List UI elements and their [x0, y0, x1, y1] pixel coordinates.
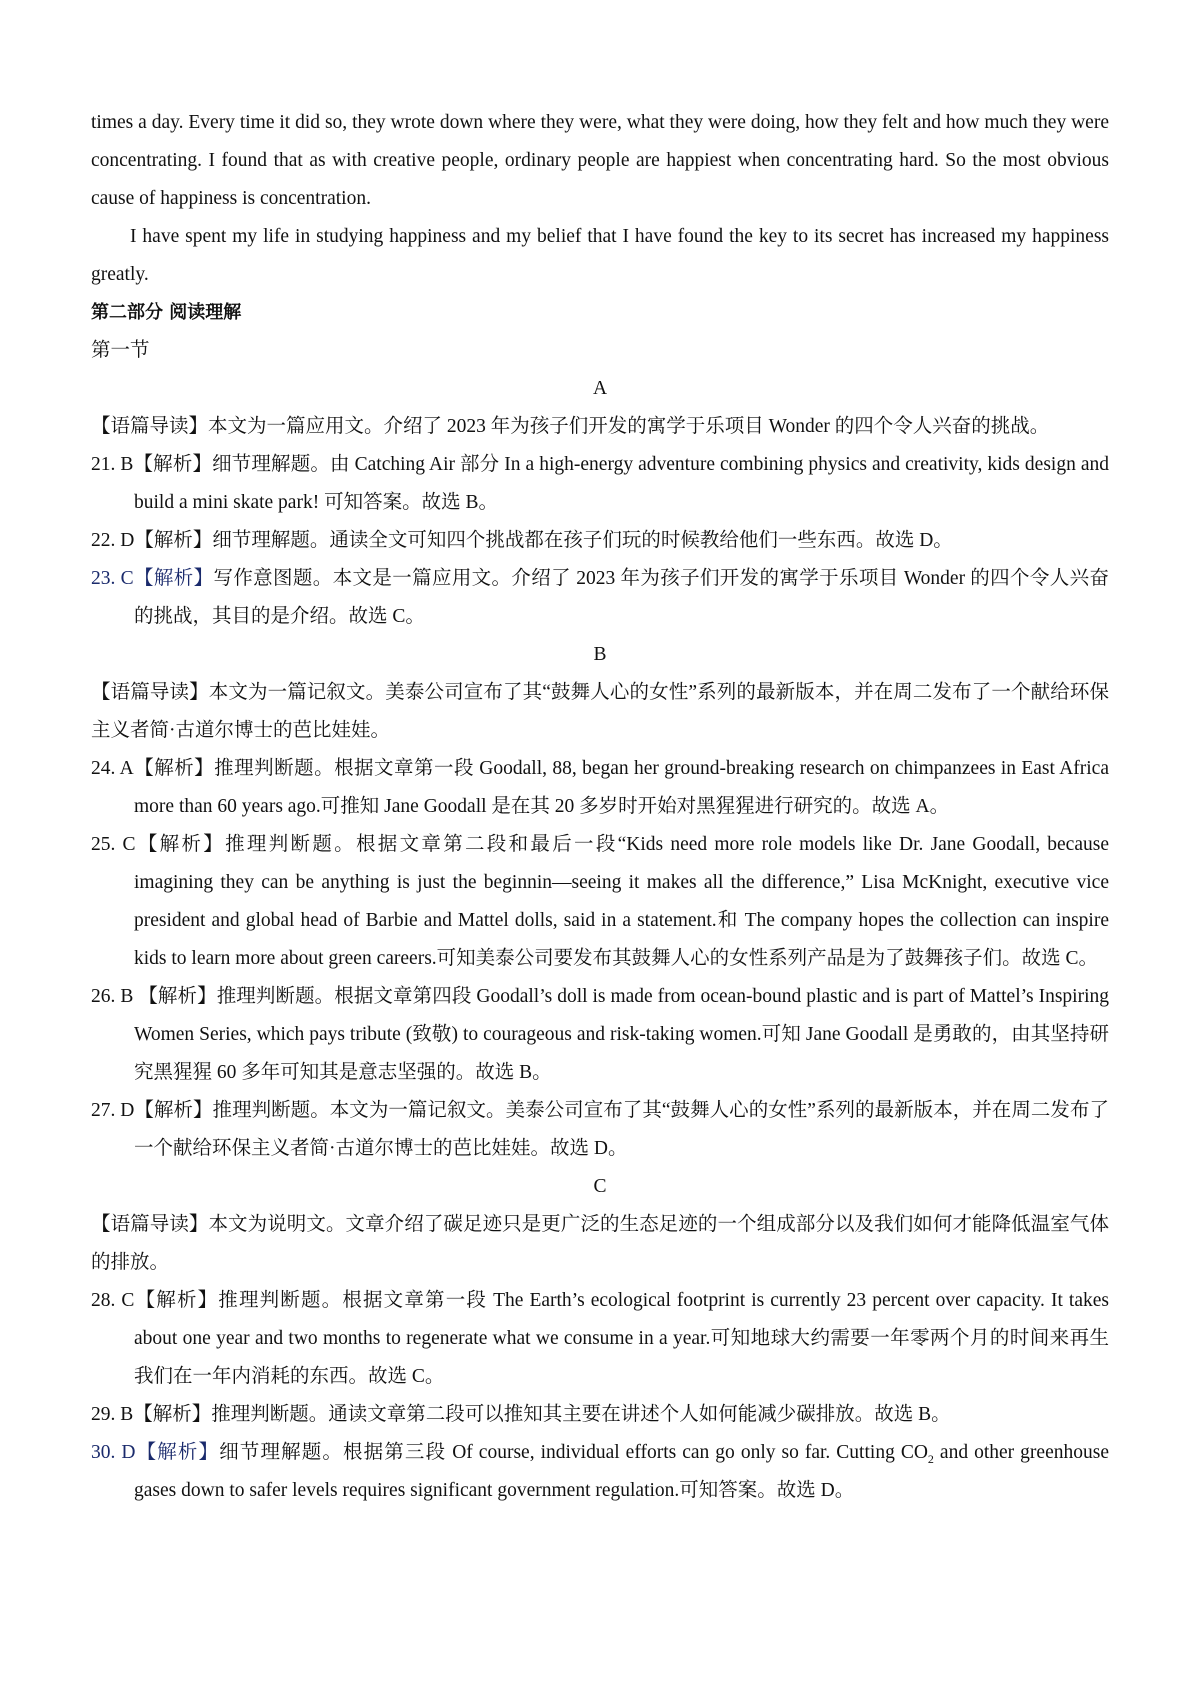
answer-key-page — [91, 104, 1109, 1510]
part-c-heading: C — [593, 1176, 607, 1197]
answer-24: 24. A【解析】推理判断题。根据文章第一段 Goodall, 88, began her ground-breaking research on chimpanzees in East Africa more than 60 years ago.可推知 Jane Goodall 是在其 20 多岁时开始对黑猩猩进行研究的。故选 A。 — [91, 758, 1109, 817]
answer-27: 27. D【解析】推理判断题。本文为一篇记叙文。美泰公司宣布了其“鼓舞人心的女性”系列的最新版本，并在周二发布了一个献给环保主义者简·古道尔博士的芭比娃娃。故选 D。 — [91, 1100, 1109, 1159]
answer-30-subscript: 2 — [927, 1451, 934, 1466]
part-b-heading: B — [593, 644, 607, 665]
section-subtitle: 第一节 — [91, 340, 150, 361]
answer-30-number: 30. D — [91, 1442, 136, 1463]
answer-23-tag: 【解析】 — [133, 568, 214, 589]
answer-23-number: 23. C — [91, 568, 134, 589]
answer-23-text: 写作意图题。本文是一篇应用文。介绍了 2023 年为孩子们开发的寓学于乐项目 Wonder 的四个令人兴奋的挑战，其目的是介绍。故选 C。 — [134, 568, 1109, 627]
part-a-heading: A — [592, 378, 608, 399]
answer-30-tag: 【解析】 — [135, 1442, 220, 1463]
answer-29: 29. B【解析】推理判断题。通读文章第二段可以推知其主要在讲述个人如何能减少碳排放。故选 B。 — [91, 1404, 951, 1425]
answer-28: 28. C【解析】推理判断题。根据文章第一段 The Earth’s ecological footprint is currently 23 percent over capacity. It takes about one year and two months to regenerate what we consume in a year.可知地球大约需要一年零两个月的时间来再生我们在一年内消耗的东西。故选 C。 — [91, 1290, 1109, 1387]
answer-26: 26. B 【解析】推理判断题。根据文章第四段 Goodall’s doll is made from ocean-bound plastic and is part of Mattel’s Inspiring Women Series, which pays tribute (致敬) to courageous and risk-taking women.可知 Jane Goodall 是勇敢的，由其坚持研究黑猩猩 60 多年可知其是意志坚强的。故选 B。 — [91, 986, 1109, 1083]
part-c-intro: 【语篇导读】本文为说明文。文章介绍了碳足迹只是更广泛的生态足迹的一个组成部分以及我们如何才能降低温室气体的排放。 — [91, 1214, 1109, 1273]
answer-23 — [91, 560, 1109, 636]
answer-25: 25. C【解析】推理判断题。根据文章第二段和最后一段“Kids need more role models like Dr. Jane Goodall, because imagining they can be anything is just the beginnin—seeing it makes all the difference,” Lisa McKnight, executive vice president and global head of Barbie and Mattel dolls, said in a statement.和 The company hopes the collection can inspire kids to learn more about green careers.可知美泰公司要发布其鼓舞人心的女性系列产品是为了鼓舞孩子们。故选 C。 — [91, 834, 1109, 969]
passage-paragraph-2: I have spent my life in studying happiness and my belief that I have found the key to its secret has increased my happiness greatly. — [91, 226, 1109, 285]
passage-paragraph-1: times a day. Every time it did so, they wrote down where they were, what they were doing, how they felt and how much they were concentrating. I found that as with creative people, ordinary people are happiest when concentrating hard. So the most obvious cause of happiness is concentration. — [91, 112, 1109, 209]
answer-22: 22. D【解析】细节理解题。通读全文可知四个挑战都在孩子们玩的时候教给他们一些东西。故选 D。 — [91, 530, 953, 551]
section-title: 第二部分 阅读理解 — [91, 302, 242, 323]
answer-30 — [91, 1434, 1109, 1510]
answer-30-text-b: and other greenhouse gases down to safer levels requires significant government regulation.可知答案。故选 D。 — [134, 1442, 1109, 1501]
answer-30-text-a: 细节理解题。根据第三段 Of course, individual efforts can go only so far. Cutting CO — [219, 1442, 928, 1463]
answer-21: 21. B【解析】细节理解题。由 Catching Air 部分 In a high-energy adventure combining physics and creativity, kids design and build a mini skate park! 可知答案。故选 B。 — [91, 454, 1109, 513]
part-a-intro: 【语篇导读】本文为一篇应用文。介绍了 2023 年为孩子们开发的寓学于乐项目 Wonder 的四个令人兴奋的挑战。 — [91, 416, 1050, 437]
part-b-intro: 【语篇导读】本文为一篇记叙文。美泰公司宣布了其“鼓舞人心的女性”系列的最新版本，并在周二发布了一个献给环保主义者简·古道尔博士的芭比娃娃。 — [91, 682, 1109, 741]
